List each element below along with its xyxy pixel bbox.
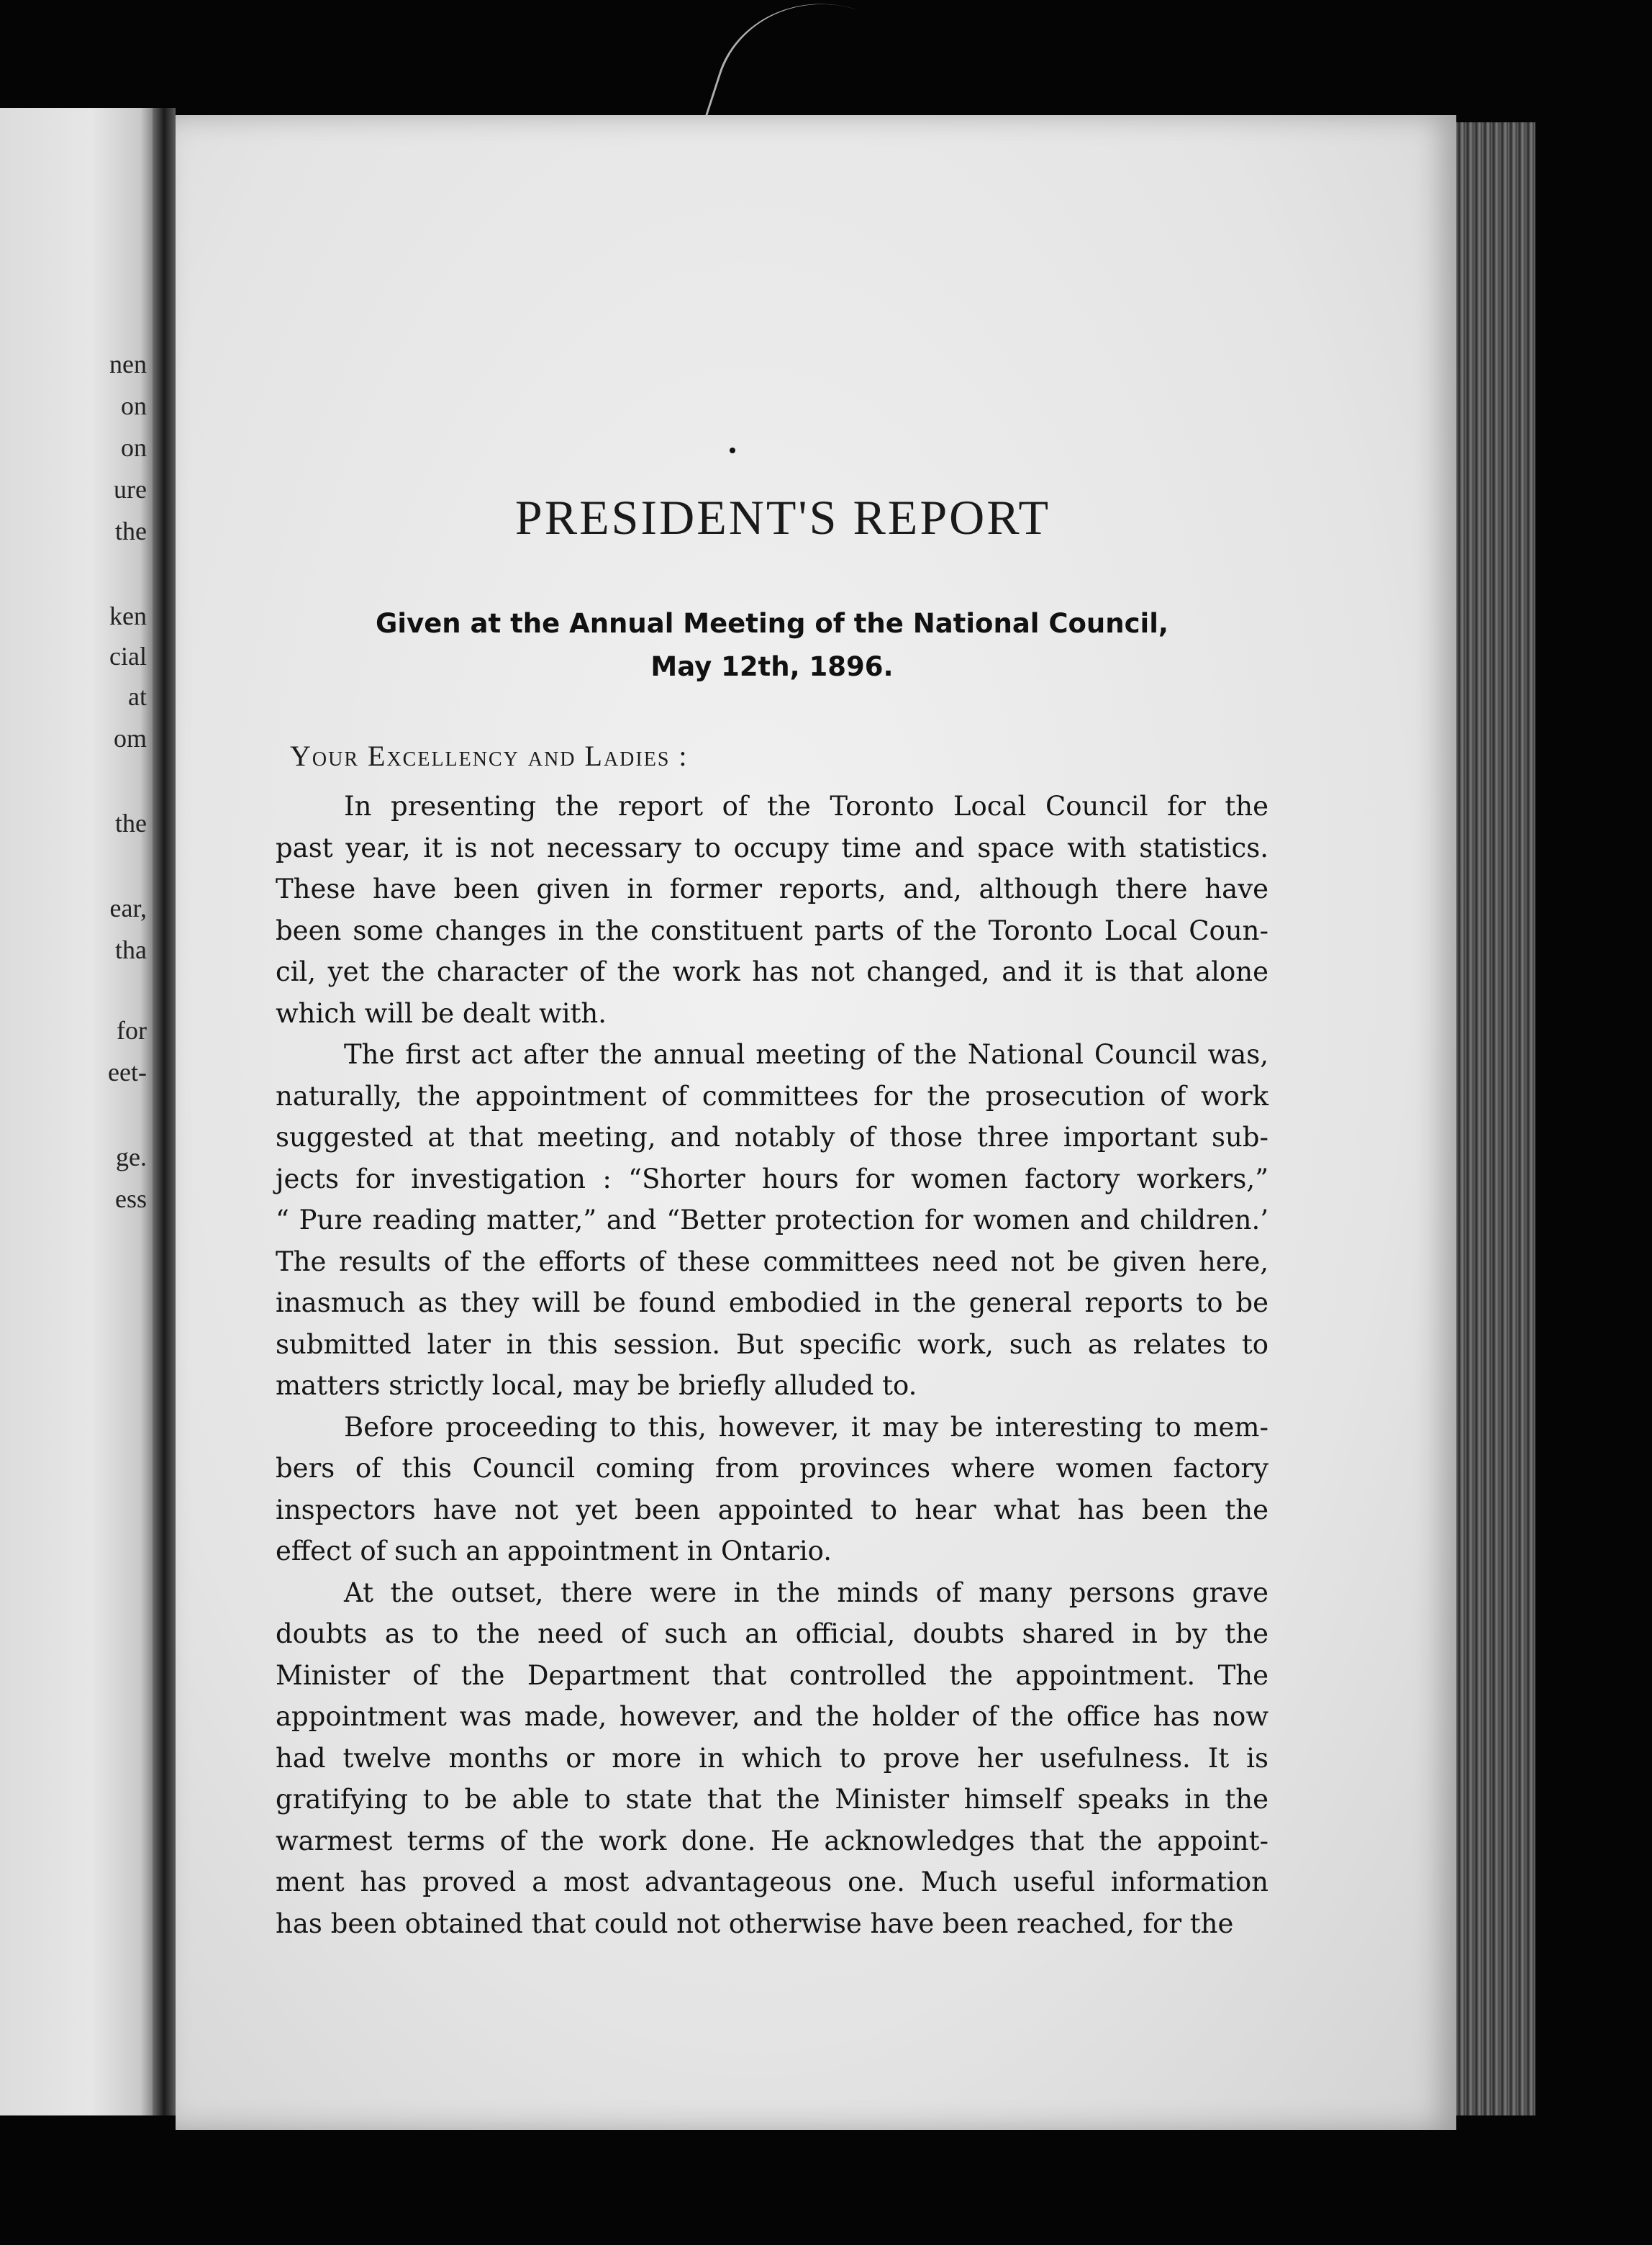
left-page-fragment: the — [115, 809, 147, 838]
paragraph-line: Before proceeding to this, however, it may be interesting to mem- — [344, 1411, 1268, 1443]
paragraph-line: been some changes in the constituent parts of the Toronto Local Coun- — [276, 915, 1268, 946]
paragraph-line: effect of such an appointment in Ontario. — [276, 1536, 832, 1566]
left-page-fragment: ear, — [109, 894, 147, 922]
left-page-fragment: on — [121, 391, 147, 420]
left-page-fragment: eet- — [108, 1058, 147, 1087]
paragraph-line: appointment was made, however, and the holder of the office has now — [276, 1701, 1268, 1732]
subtitle-line-2: May 12th, 1896. — [650, 651, 894, 682]
paragraph-line: gratifying to be able to state that the Minister himself speaks in the — [276, 1784, 1268, 1815]
left-page-fragment: for — [117, 1016, 147, 1045]
print-speck — [730, 448, 735, 453]
left-page-fragment: on — [121, 433, 147, 462]
page-content — [276, 489, 1268, 1944]
paragraph-line: At the outset, there were in the minds of many persons grave — [344, 1577, 1268, 1608]
salutation: Your Excellency and Ladies : — [290, 740, 689, 772]
paragraph-line: past year, it is not necessary to occupy time and space with statistics. — [276, 832, 1268, 863]
page-title: PRESIDENT'S REPORT — [514, 490, 1051, 545]
paragraph-line: jects for investigation : “Shorter hours for women factory workers,” — [276, 1163, 1268, 1194]
paragraph — [276, 1572, 1268, 1945]
paragraph-line: In presenting the report of the Toronto Local Council for the — [344, 791, 1268, 822]
left-page-fragment: ure — [114, 475, 147, 504]
page-subtitle — [276, 602, 1268, 689]
paragraph — [276, 1407, 1268, 1572]
paragraph-line: which will be dealt with. — [276, 997, 607, 1029]
paragraph-line: ment has proved a most advantageous one. Much useful information — [276, 1867, 1268, 1897]
left-page-fragment: the — [115, 517, 147, 545]
paragraph-line: suggested at that meeting, and notably of those three important sub- — [276, 1122, 1268, 1153]
paragraph-line: had twelve months or more in which to prove her usefulness. It is — [276, 1742, 1268, 1774]
left-page-fragment: ken — [109, 602, 147, 630]
left-page-fragment: ess — [115, 1184, 147, 1213]
paragraph-line: Minister of the Department that controlled the appointment. The — [276, 1659, 1268, 1691]
subtitle-line-1: Given at the Annual Meeting of the National Council, — [376, 608, 1168, 639]
paragraph-line: submitted later in this session. But specific work, such as relates to — [276, 1328, 1268, 1360]
paragraph-line: inspectors have not yet been appointed to hear what has been the — [276, 1494, 1268, 1525]
left-page-fragment: at — [128, 682, 147, 711]
body-text — [276, 786, 1268, 1944]
paragraph-line: These have been given in former reports, and, although there have — [276, 874, 1268, 904]
left-page-fragment: om — [113, 724, 147, 753]
paragraph-line: inasmuch as they will be found embodied in the general reports to be — [276, 1287, 1268, 1318]
paragraph-line: doubts as to the need of such an official, doubts shared in by the — [276, 1618, 1268, 1649]
paragraph-line: matters strictly local, may be briefly alluded to. — [276, 1370, 917, 1401]
page-stack-edge — [1456, 122, 1535, 2115]
paragraph-line: warmest terms of the work done. He acknowledges that the appoint- — [276, 1825, 1268, 1856]
left-page-fragment: tha — [115, 935, 147, 964]
left-page-fragment: nen — [109, 350, 147, 378]
book-gutter — [153, 108, 176, 2115]
left-page-fragment: cial — [109, 642, 147, 671]
paragraph-line: has been obtained that could not otherwise have been reached, for the — [276, 1908, 1234, 1939]
paragraph-line: naturally, the appointment of committees for the prosecution of work — [276, 1080, 1268, 1112]
paragraph — [276, 786, 1268, 1034]
paragraph-line: cil, yet the character of the work has not changed, and it is that alone — [276, 956, 1268, 987]
paragraph-line: The first act after the annual meeting of the National Council was, — [344, 1039, 1268, 1070]
paragraph — [276, 1034, 1268, 1407]
paragraph-line: bers of this Council coming from provinces where women factory — [276, 1453, 1268, 1484]
paragraph-line: “ Pure reading matter,” and “Better protection for women and children.’ — [276, 1205, 1268, 1235]
paragraph-line: The results of the efforts of these committees need not be given here, — [276, 1246, 1268, 1277]
left-page-fragment: ge. — [116, 1143, 147, 1171]
facing-page-left — [0, 108, 153, 2115]
